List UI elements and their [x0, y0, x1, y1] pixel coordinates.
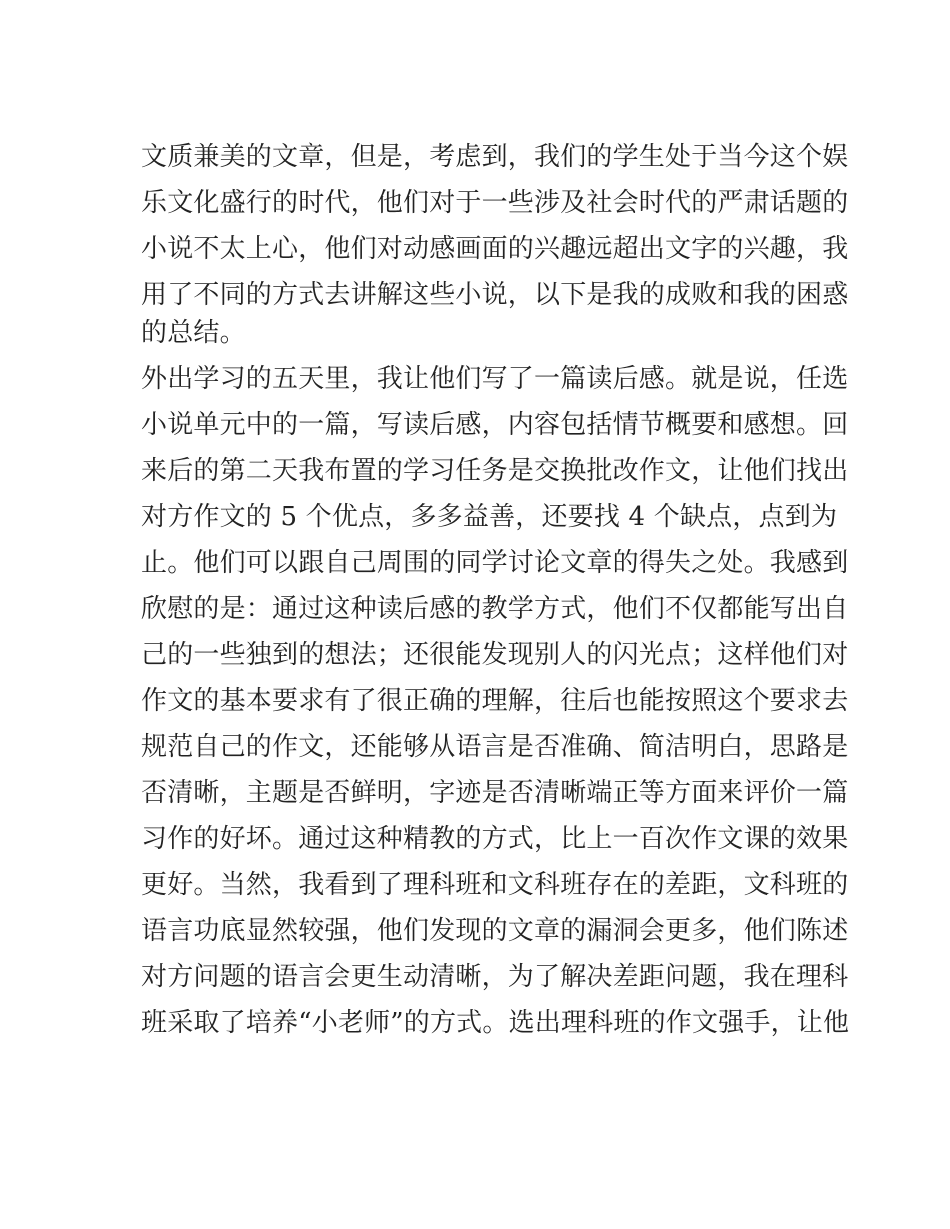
- text-line-5: 的总结。: [141, 318, 246, 348]
- text-line-11: 欣慰的是：通过这种读后感的教学方式，他们不仅都能写出自: [141, 594, 849, 624]
- text-line-19: 对方问题的语言会更生动清晰，为了解决差距问题，我在理科: [141, 962, 849, 992]
- text-line-17: 更好。当然，我看到了理科班和文科班存在的差距，文科班的: [141, 870, 849, 900]
- text-line-2: 乐文化盛行的时代，他们对于一些涉及社会时代的严肃话题的: [141, 188, 849, 218]
- text-line-3: 小说不太上心，他们对动感画面的兴趣远超出文字的兴趣，我: [141, 234, 849, 264]
- text-line-8: 来后的第二天我布置的学习任务是交换批改作文，让他们找出: [141, 456, 849, 486]
- text-line-14: 规范自己的作文，还能够从语言是否准确、简洁明白，思路是: [141, 732, 849, 762]
- text-line-16: 习作的好坏。通过这种精教的方式，比上一百次作文课的效果: [141, 824, 849, 854]
- text-line-6: 外出学习的五天里，我让他们写了一篇读后感。就是说，任选: [141, 364, 849, 394]
- text-line-9: 对方作文的 5 个优点，多多益善，还要找 4 个缺点，点到为: [141, 502, 838, 532]
- text-line-4: 用了不同的方式去讲解这些小说，以下是我的成败和我的困惑: [141, 280, 849, 310]
- text-line-7: 小说单元中的一篇，写读后感，内容包括情节概要和感想。回: [141, 410, 849, 440]
- text-line-15: 否清晰，主题是否鲜明，字迹是否清晰端正等方面来评价一篇: [141, 778, 849, 808]
- text-line-10: 止。他们可以跟自己周围的同学讨论文章的得失之处。我感到: [141, 548, 849, 578]
- text-line-18: 语言功底显然较强，他们发现的文章的漏洞会更多，他们陈述: [141, 916, 849, 946]
- text-line-20: 班采取了培养“小老师”的方式。选出理科班的作文强手，让他: [141, 1008, 850, 1038]
- text-line-12: 己的一些独到的想法；还很能发现别人的闪光点；这样他们对: [141, 640, 849, 670]
- text-line-13: 作文的基本要求有了很正确的理解，往后也能按照这个要求去: [141, 686, 849, 716]
- text-line-1: 文质兼美的文章，但是，考虑到，我们的学生处于当今这个娱: [141, 142, 849, 172]
